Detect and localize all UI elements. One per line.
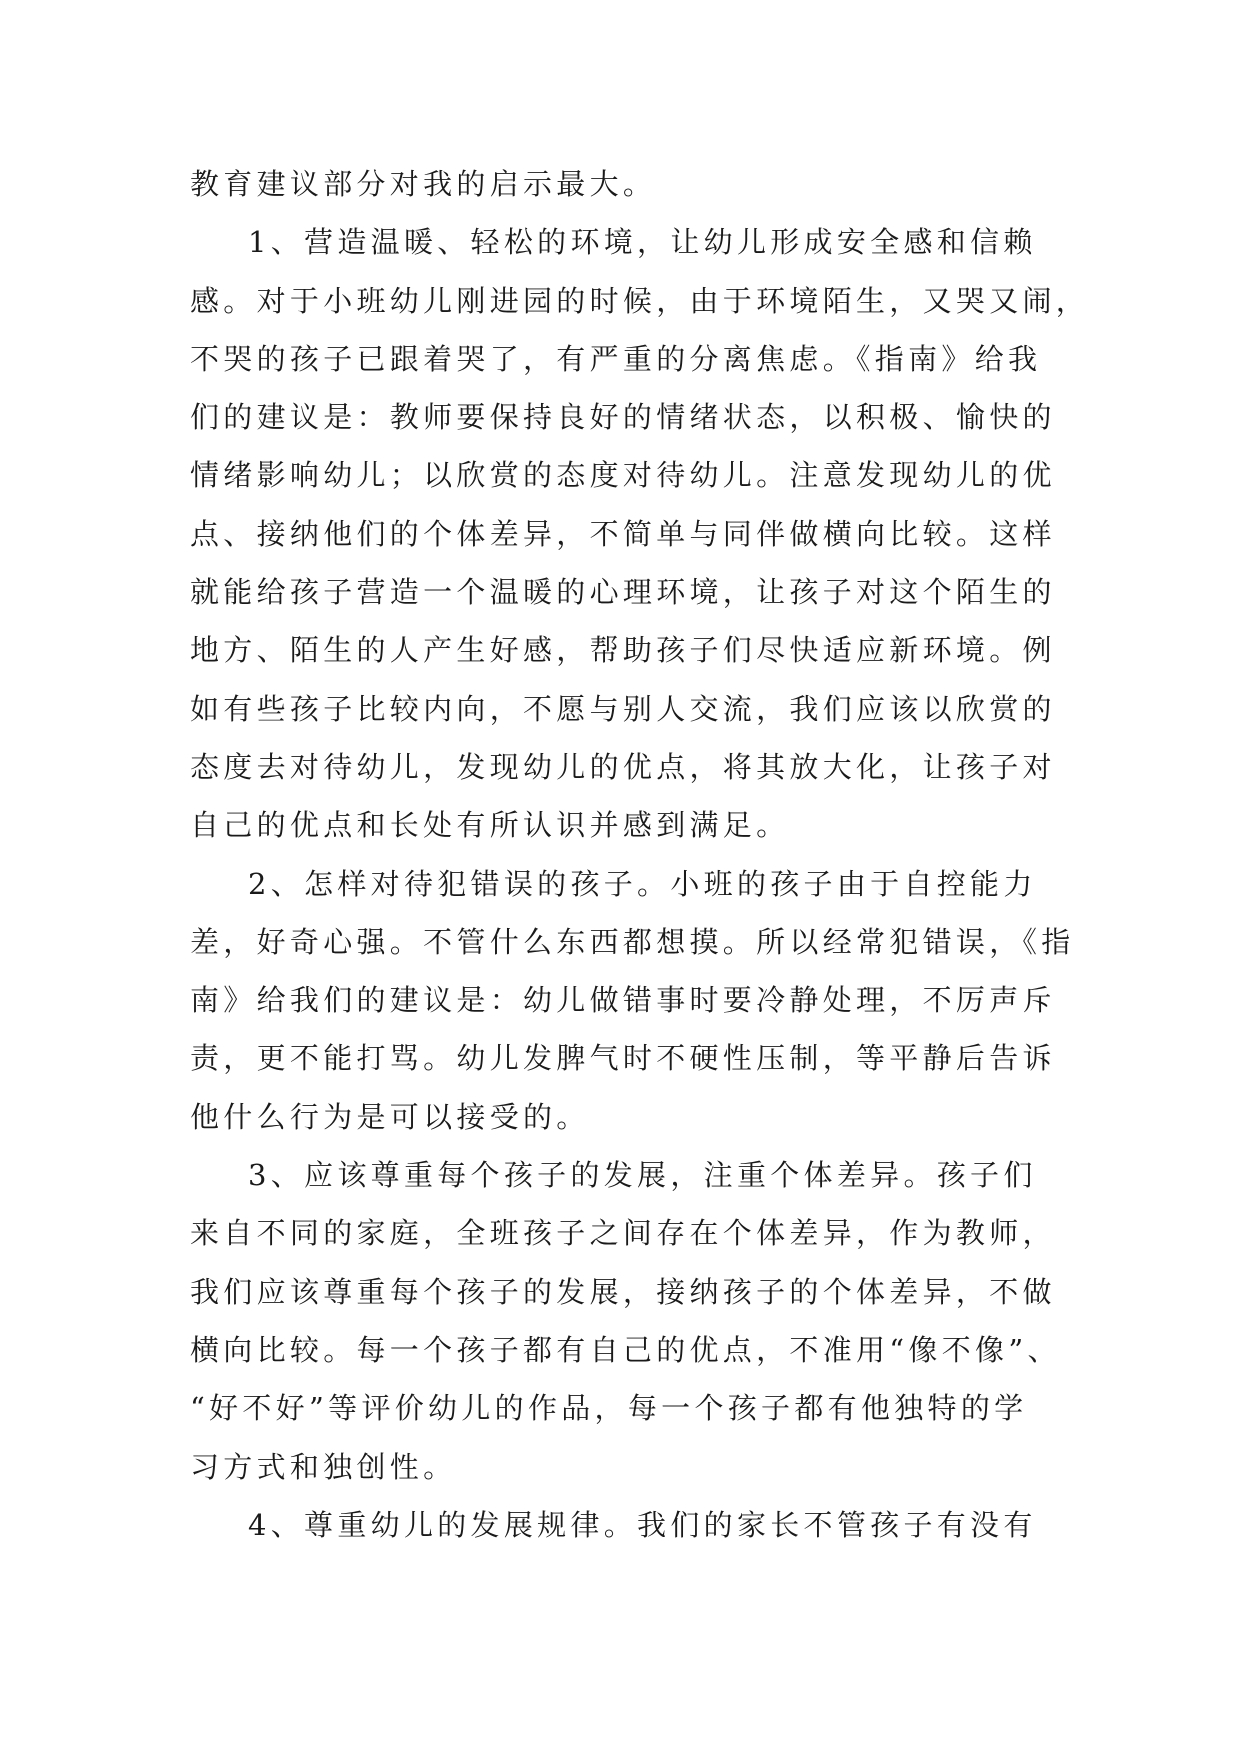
text-line: 习方式和独创性。	[190, 1449, 457, 1484]
text-line: 地方、陌生的人产生好感，帮助孩子们尽快适应新环境。例	[190, 633, 1056, 668]
text-line: 横向比较。每一个孩子都有自己的优点，不准用“像不像”、	[190, 1332, 1061, 1367]
text-line: 责，更不能打骂。幼儿发脾气时不硬性压制，等平静后告诉	[190, 1041, 1056, 1076]
text-line: 如有些孩子比较内向，不愿与别人交流，我们应该以欣赏的	[190, 691, 1056, 726]
text-line: 态度去对待幼儿，发现幼儿的优点，将其放大化，让孩子对	[190, 749, 1056, 784]
paragraph-3-start: 3、应该尊重每个孩子的发展，注重个体差异。孩子们	[248, 1158, 1037, 1193]
text-line: 差，好奇心强。不管什么东西都想摸。所以经常犯错误，《指	[190, 924, 1075, 959]
paragraph-4-start: 4、尊重幼儿的发展规律。我们的家长不管孩子有没有	[248, 1507, 1037, 1542]
text-line: 不哭的孩子已跟着哭了，有严重的分离焦虑。《指南》给我	[190, 341, 1042, 376]
body-text	[190, 155, 1090, 1554]
text-line: 点、接纳他们的个体差异，不简单与同伴做横向比较。这样	[190, 516, 1056, 551]
paragraph-2-start: 2、怎样对待犯错误的孩子。小班的孩子由于自控能力	[248, 866, 1037, 901]
text-line: 我们应该尊重每个孩子的发展，接纳孩子的个体差异，不做	[190, 1274, 1056, 1309]
text-line: 教育建议部分对我的启示最大。	[190, 167, 657, 201]
text-line: 们的建议是：教师要保持良好的情绪状态，以积极、愉快的	[190, 400, 1056, 435]
paragraph-1-start: 1、营造温暖、轻松的环境，让幼儿形成安全感和信赖	[248, 225, 1037, 260]
text-line: 来自不同的家庭，全班孩子之间存在个体差异，作为教师，	[190, 1216, 1056, 1251]
text-line: 就能给孩子营造一个温暖的心理环境，让孩子对这个陌生的	[190, 575, 1056, 610]
text-line: 自己的优点和长处有所认识并感到满足。	[190, 808, 790, 843]
text-line: “好不好”等评价幼儿的作品，每一个孩子都有他独特的学	[190, 1391, 1028, 1426]
text-line: 感。对于小班幼儿刚进园的时候，由于环境陌生，又哭又闹，	[190, 283, 1090, 318]
text-line: 情绪影响幼儿；以欣赏的态度对待幼儿。注意发现幼儿的优	[190, 458, 1056, 493]
text-line: 他什么行为是可以接受的。	[190, 1099, 590, 1134]
text-line: 南》给我们的建议是：幼儿做错事时要冷静处理，不厉声斥	[190, 983, 1056, 1018]
